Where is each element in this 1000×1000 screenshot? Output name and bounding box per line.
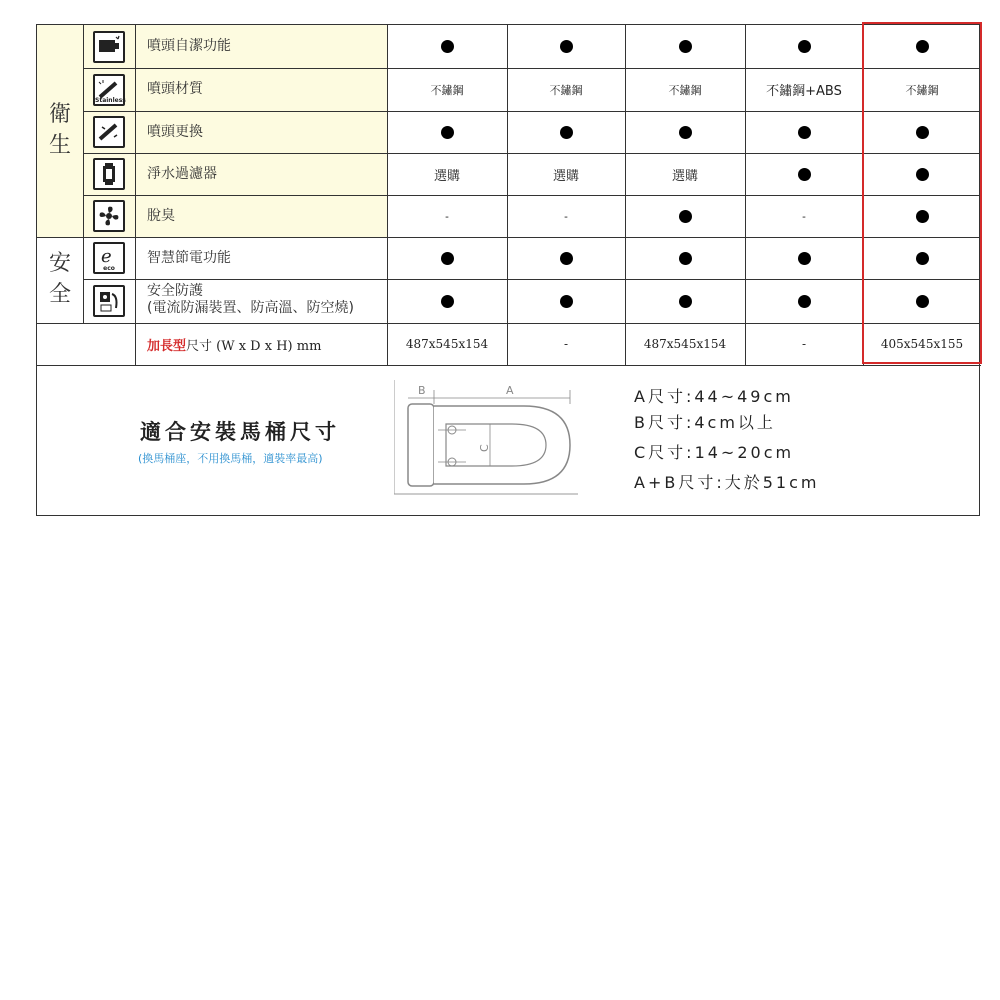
row-divider	[37, 323, 981, 324]
column-divider	[83, 25, 84, 323]
value-text: 選購	[433, 168, 460, 184]
included-dot-icon	[560, 252, 573, 265]
icon-caption: Stainless	[95, 96, 126, 104]
included-dot-icon	[679, 126, 692, 139]
model-3-value	[625, 153, 745, 195]
included-dot-icon	[679, 252, 692, 265]
dimension-c-label: C	[478, 444, 491, 452]
water-filter-icon	[93, 158, 125, 190]
model-3-value	[625, 68, 745, 111]
feature-label: 噴頭材質	[147, 81, 203, 97]
model-1-value	[387, 279, 507, 323]
value-text: 不鏽鋼+ABS	[766, 84, 842, 99]
included-dot-icon	[916, 126, 929, 139]
category-hygiene-char: 生	[48, 133, 71, 158]
model-2-value	[507, 237, 625, 279]
model-1-size	[387, 323, 507, 365]
size-value: -	[801, 337, 807, 351]
included-dot-icon	[798, 252, 811, 265]
model-2-value	[507, 279, 625, 323]
feature-label	[147, 283, 354, 317]
included-dot-icon	[679, 295, 692, 308]
model-5-value	[863, 68, 981, 111]
model-4-value	[745, 111, 863, 153]
model-1-value	[387, 68, 507, 111]
value-text: 不鏽鋼	[430, 83, 464, 97]
model-3-value	[625, 279, 745, 323]
value-text: 選購	[552, 168, 579, 184]
stainless-nozzle-icon	[93, 74, 125, 106]
category-hygiene-char: 衛	[48, 102, 71, 128]
model-5-value	[863, 237, 981, 279]
value-text: 不鏽鋼	[549, 83, 583, 97]
spec-c: C尺寸:14~20cm	[634, 443, 795, 462]
feature-label: 智慧節電功能	[147, 249, 231, 266]
svg-text:e: e	[101, 246, 112, 267]
row-divider	[83, 153, 981, 154]
hygiene-category-background	[37, 25, 387, 237]
model-4-value	[745, 68, 863, 111]
nozzle-replace-icon	[93, 116, 125, 148]
included-dot-icon	[798, 126, 811, 139]
included-dot-icon	[916, 210, 929, 223]
size-row-label	[147, 335, 321, 354]
feature-label: 淨水過濾器	[147, 165, 217, 182]
column-divider	[507, 25, 508, 365]
included-dot-icon	[560, 40, 573, 53]
dimension-b-label: B	[418, 384, 426, 397]
model-4-value	[745, 153, 863, 195]
size-value: -	[563, 337, 569, 351]
model-3-value	[625, 25, 745, 68]
row-divider	[83, 279, 981, 280]
model-4-size	[745, 323, 863, 365]
value-text: 選購	[671, 168, 698, 184]
column-divider	[745, 25, 746, 365]
included-dot-icon	[560, 126, 573, 139]
category-safety-char: 全	[48, 282, 71, 307]
model-4-value	[745, 279, 863, 323]
size-prefix: 加長型	[147, 339, 187, 354]
model-5-value	[863, 195, 981, 237]
fit-size-title: 適合安裝馬桶尺寸	[140, 420, 340, 444]
row-divider	[83, 68, 981, 69]
spec-b: B尺寸:4cm以上	[634, 413, 776, 432]
model-5-value	[863, 279, 981, 323]
size-value: 487x545x154	[405, 337, 489, 351]
safety-protection-icon	[93, 285, 125, 317]
model-5-size	[863, 323, 981, 365]
model-4-value	[745, 25, 863, 68]
row-divider	[37, 237, 981, 238]
included-dot-icon	[798, 40, 811, 53]
included-dot-icon	[916, 252, 929, 265]
model-5-value	[863, 25, 981, 68]
included-dot-icon	[916, 295, 929, 308]
included-dot-icon	[441, 40, 454, 53]
category-safety-char: 安	[48, 251, 71, 277]
dimension-a-label: A	[506, 384, 514, 397]
model-2-value	[507, 195, 625, 237]
model-5-value	[863, 153, 981, 195]
model-1-value	[387, 25, 507, 68]
value-text: 不鏽鋼	[905, 83, 939, 97]
row-divider	[83, 195, 981, 196]
row-divider	[83, 111, 981, 112]
size-label-text: 尺寸 (W x D x H) mm	[186, 339, 322, 354]
included-dot-icon	[441, 252, 454, 265]
model-5-value	[863, 111, 981, 153]
eco-power-icon	[93, 242, 125, 274]
model-4-value	[745, 195, 863, 237]
feature-label: 脫臭	[147, 207, 175, 224]
model-4-value	[745, 237, 863, 279]
model-3-value	[625, 237, 745, 279]
value-text: 不鏽鋼	[668, 83, 702, 97]
model-1-value	[387, 195, 507, 237]
feature-label: 噴頭自潔功能	[147, 38, 231, 54]
model-2-size	[507, 323, 625, 365]
included-dot-icon	[916, 40, 929, 53]
included-dot-icon	[560, 295, 573, 308]
column-divider	[135, 25, 136, 365]
value-text: -	[564, 209, 568, 223]
included-dot-icon	[441, 295, 454, 308]
included-dot-icon	[798, 295, 811, 308]
included-dot-icon	[679, 210, 692, 223]
column-divider	[387, 25, 388, 365]
value-text: -	[445, 209, 449, 223]
value-text: -	[802, 209, 806, 223]
feature-label-line: 安全防護	[147, 283, 203, 299]
column-divider	[625, 25, 626, 365]
model-3-value	[625, 111, 745, 153]
icon-caption: eco	[103, 265, 115, 272]
model-1-value	[387, 237, 507, 279]
model-2-value	[507, 153, 625, 195]
included-dot-icon	[916, 168, 929, 181]
model-2-value	[507, 68, 625, 111]
model-3-value	[625, 195, 745, 237]
deodorize-fan-icon	[93, 200, 125, 232]
size-value: 405x545x155	[880, 337, 964, 351]
feature-label: 噴頭更換	[147, 123, 203, 140]
model-2-value	[507, 25, 625, 68]
size-value: 487x545x154	[643, 337, 727, 351]
spec-a: A尺寸:44~49cm	[634, 387, 794, 406]
nozzle-self-clean-icon	[93, 31, 125, 63]
row-divider	[37, 365, 981, 366]
included-dot-icon	[441, 126, 454, 139]
feature-label-line: (電流防漏裝置、防高溫、防空燒)	[147, 300, 354, 316]
model-3-size	[625, 323, 745, 365]
model-1-value	[387, 153, 507, 195]
included-dot-icon	[679, 40, 692, 53]
category-hygiene	[37, 25, 83, 237]
toilet-seat-diagram	[394, 380, 578, 498]
model-1-value	[387, 111, 507, 153]
column-divider	[863, 25, 864, 365]
included-dot-icon	[798, 168, 811, 181]
spec-a-plus-b: A+B尺寸:大於51cm	[634, 473, 820, 492]
fit-size-subtitle: (換馬桶座，不用換馬桶，適裝率最高)	[138, 452, 323, 465]
model-2-value	[507, 111, 625, 153]
category-safety	[37, 237, 83, 323]
